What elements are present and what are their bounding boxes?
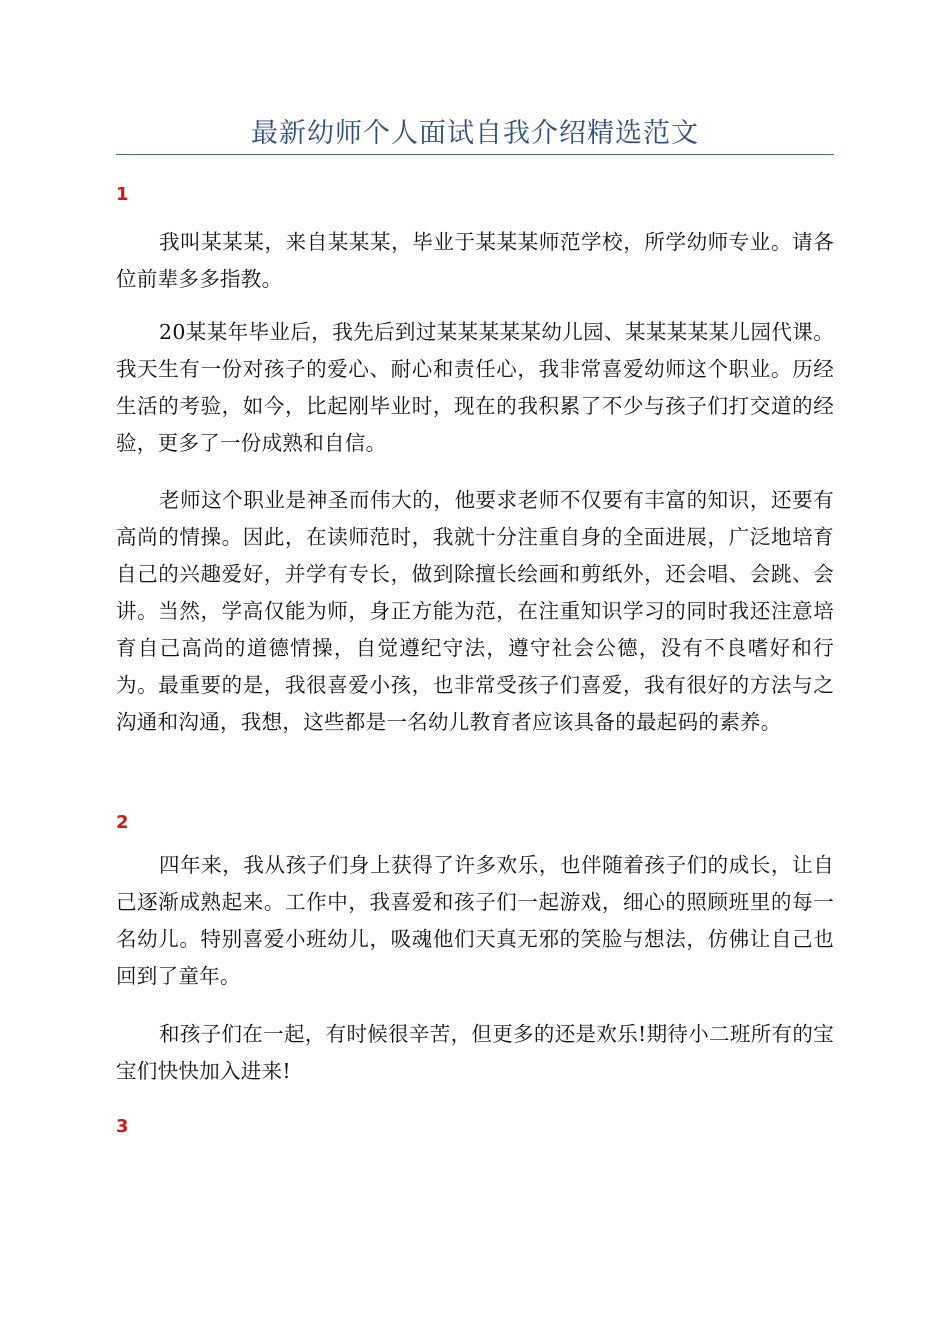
section-number-2: 2: [116, 812, 129, 833]
title-underline: [116, 154, 834, 155]
paragraph: 老师这个职业是神圣而伟大的，他要求老师不仅要有丰富的知识，还要有高尚的情操。因此，在读师范时，我就十分注重自身的全面进展，广泛地培育自己的兴趣爱好，并学有专长，做到除擅长绘画和剪纸外，还会唱、会跳、会讲。当然，学高仅能为师，身正方能为范，在注重知识学习的同时我还注意培育自己高尚的道德情操，自觉遵纪守法，遵守社会公德，没有不良嗜好和行为。最重要的是，我很喜爱小孩，也非常受孩子们喜爱，我有很好的方法与之沟通和沟通，我想，这些都是一名幼儿教育者应该具备的最起码的素养。: [116, 488, 834, 734]
document-title: 最新幼师个人面试自我介绍精选范文: [251, 118, 699, 149]
paragraph: 和孩子们在一起，有时候很辛苦，但更多的还是欢乐!期待小二班所有的宝宝们快快加入进来!: [116, 1022, 834, 1083]
section-number-1: 1: [116, 184, 129, 205]
paragraph: 四年来，我从孩子们身上获得了许多欢乐，也伴随着孩子们的成长，让自己逐渐成熟起来。工作中，我喜爱和孩子们一起游戏，细心的照顾班里的每一名幼儿。特别喜爱小班幼儿，吸魂他们天真无邪的笑脸与想法，仿佛让自己也回到了童年。: [116, 853, 834, 988]
paragraph: 20某某年毕业后，我先后到过某某某某某幼儿园、某某某某某儿园代课。我天生有一份对孩子的爱心、耐心和责任心，我非常喜爱幼师这个职业。历经生活的考验，如今，比起刚毕业时，现在的我积累了不少与孩子们打交道的经验，更多了一份成熟和自信。: [116, 320, 834, 455]
paragraph: 我叫某某某，来自某某某，毕业于某某某师范学校，所学幼师专业。请各位前辈多多指教。: [116, 230, 834, 291]
section-number-3: 3: [116, 1116, 129, 1137]
